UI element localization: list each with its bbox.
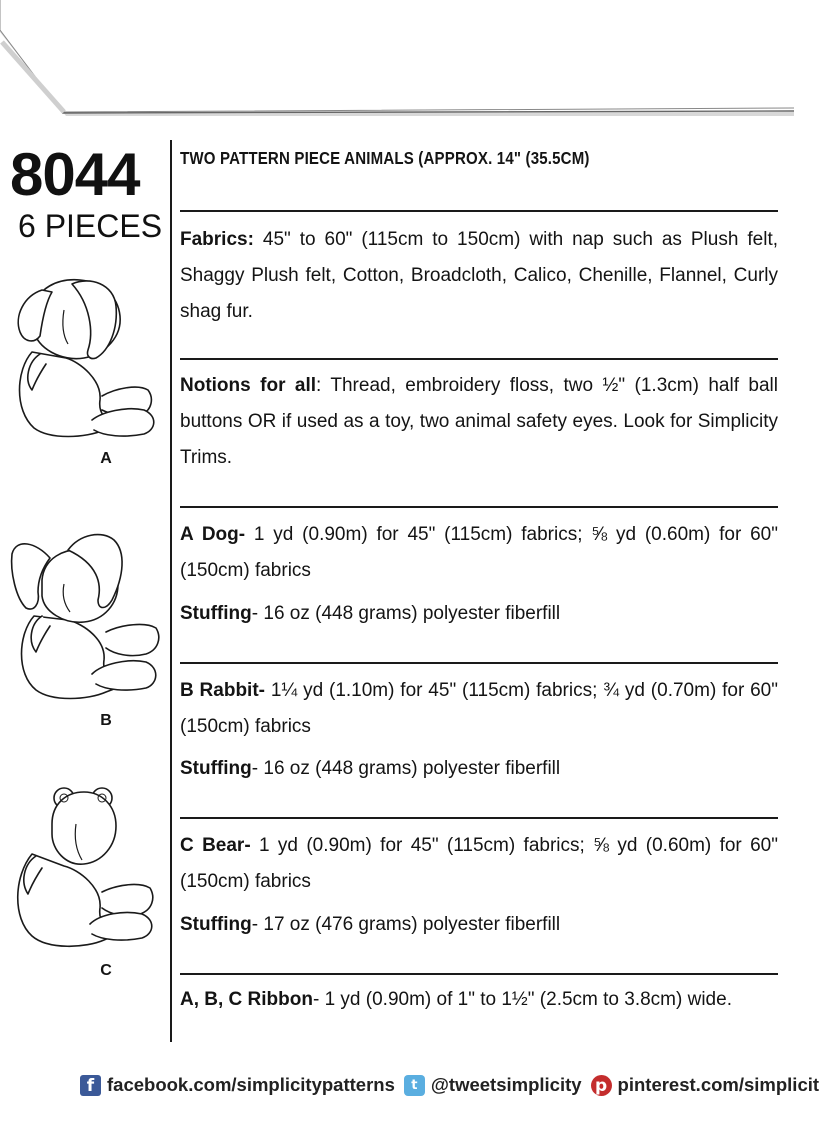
column-divider xyxy=(170,140,172,1042)
notions-text: : Thread, embroidery floss, two ½" (1.3cm) half ball buttons OR if used as a toy, two animal safety eyes. Look for Simplicity Trims. xyxy=(180,375,778,468)
facebook-link[interactable]: facebook.com/simplicitypatterns xyxy=(107,1074,395,1095)
bear-illustration-icon xyxy=(6,784,162,954)
dog-yardage xyxy=(180,517,778,589)
dog-stuffing-text: - 16 oz (448 grams) polyester fiberfill xyxy=(251,603,561,624)
rabbit-yardage xyxy=(180,673,778,745)
pattern-number: 8044 xyxy=(10,141,140,208)
bear-yardage xyxy=(180,828,778,900)
dog-stuffing xyxy=(180,603,560,625)
rabbit-stuffing-text: - 16 oz (448 grams) polyester fiberfill xyxy=(251,758,561,779)
bear-text: 1 yd (0.90m) for 45" (115cm) fabrics; ⅝ yd (0.60m) for 60" (150cm) fabrics xyxy=(180,835,778,892)
social-footer xyxy=(80,1074,819,1096)
rabbit-text: 1¼ yd (1.10m) for 45" (115cm) fabrics; ¾ yd (0.70m) for 60" (150cm) fabrics xyxy=(180,680,778,737)
pinterest-icon: p xyxy=(591,1075,612,1096)
bear-label: C Bear- xyxy=(180,835,251,856)
twitter-icon: t xyxy=(404,1075,425,1096)
view-a-letter: A xyxy=(100,450,112,467)
fabrics-label: Fabrics: xyxy=(180,229,254,250)
rabbit-stuffing-label: Stuffing xyxy=(180,758,252,779)
divider xyxy=(180,506,778,508)
divider xyxy=(180,973,778,975)
rabbit-illustration-icon xyxy=(6,528,162,703)
view-b-letter: B xyxy=(100,712,112,729)
notions-label: Notions for all xyxy=(180,375,317,396)
bear-stuffing xyxy=(180,914,560,936)
rabbit-label: B Rabbit- xyxy=(180,680,265,701)
pinterest-link[interactable]: pinterest.com/simplicit xyxy=(617,1074,819,1095)
divider xyxy=(180,210,778,212)
ribbon-text: - 1 yd (0.90m) of 1" to 1½" (2.5cm to 3.8cm) wide. xyxy=(312,989,732,1010)
dog-illustration-icon xyxy=(6,270,162,440)
notions-section xyxy=(180,368,778,476)
dog-stuffing-label: Stuffing xyxy=(180,603,252,624)
divider xyxy=(180,662,778,664)
piece-count: 6 PIECES xyxy=(18,208,163,244)
fabrics-section xyxy=(180,222,778,330)
twitter-link[interactable]: @tweetsimplicity xyxy=(430,1074,582,1095)
dog-label: A Dog- xyxy=(180,524,246,545)
rabbit-stuffing xyxy=(180,758,560,780)
bear-stuffing-text: - 17 oz (476 grams) polyester fiberfill xyxy=(251,914,561,935)
ribbon-label: A, B, C Ribbon xyxy=(180,989,313,1010)
fabrics-text: 45" to 60" (115cm to 150cm) with nap such as Plush felt, Shaggy Plush felt, Cotton, Broadcloth, Calico, Chenille, Flannel, Curly shag fur. xyxy=(180,229,778,322)
pattern-title: TWO PATTERN PIECE ANIMALS (APPROX. 14" (35.5CM) xyxy=(180,148,590,168)
divider xyxy=(180,358,778,360)
bear-stuffing-label: Stuffing xyxy=(180,914,252,935)
dog-text: 1 yd (0.90m) for 45" (115cm) fabrics; ⅝ yd (0.60m) for 60" (150cm) fabrics xyxy=(180,524,778,581)
view-c-letter: C xyxy=(100,962,112,979)
ribbon-yardage xyxy=(180,989,732,1011)
divider xyxy=(180,817,778,819)
envelope-fold xyxy=(0,0,794,130)
facebook-icon: f xyxy=(80,1075,101,1096)
